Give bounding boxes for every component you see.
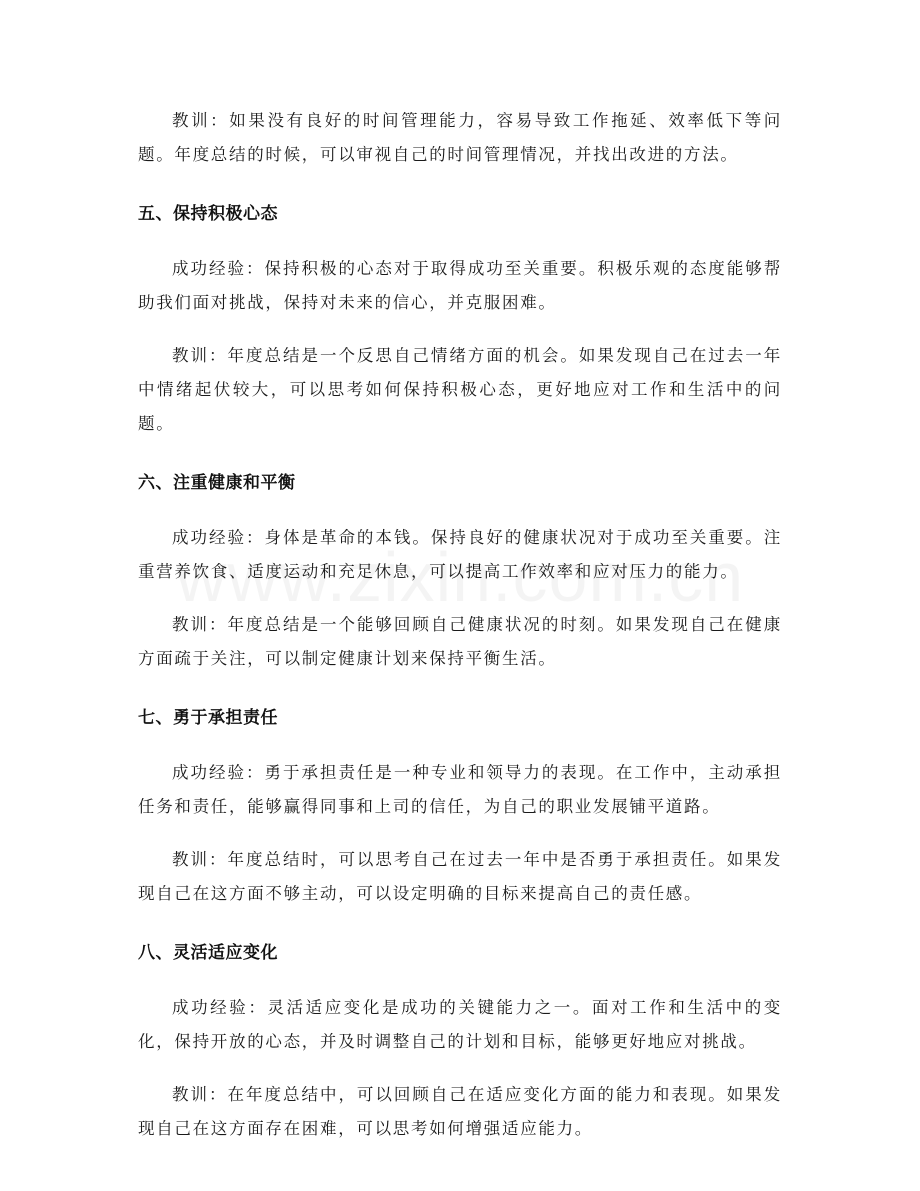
success-paragraph: 成功经验：灵活适应变化是成功的关键能力之一。面对工作和生活中的变化，保持开放的心态，并及时调整自己的计划和目标，能够更好地应对挑战。 xyxy=(138,998,782,1051)
success-paragraph: 成功经验：保持积极的心态对于取得成功至关重要。积极乐观的态度能够帮助我们面对挑战，保持对未来的信心，并克服困难。 xyxy=(138,259,782,312)
lesson-paragraph: 教训：年度总结是一个反思自己情绪方面的机会。如果发现自己在过去一年中情绪起伏较大，可以思考如何保持积极心态，更好地应对工作和生活中的问题。 xyxy=(138,346,782,433)
lesson-paragraph: 教训：年度总结时，可以思考自己在过去一年中是否勇于承担责任。如果发现自己在这方面不够主动，可以设定明确的目标来提高自己的责任感。 xyxy=(138,850,782,903)
section-heading: 五、保持积极心态 xyxy=(138,204,278,224)
section-body xyxy=(138,756,782,911)
section-heading: 七、勇于承担责任 xyxy=(138,708,278,728)
section-positive-mindset xyxy=(138,197,782,441)
success-paragraph: 成功经验：身体是革命的本钱。保持良好的健康状况对于成功至关重要。注重营养饮食、适度运动和充足休息，可以提高工作效率和应对压力的能力。 xyxy=(138,528,782,581)
section-body xyxy=(138,252,782,441)
section-body xyxy=(138,521,782,676)
section-adapt-change xyxy=(138,936,782,1146)
section-heading: 六、注重健康和平衡 xyxy=(138,473,296,493)
section-heading: 八、灵活适应变化 xyxy=(138,943,278,963)
success-paragraph: 成功经验：勇于承担责任是一种专业和领导力的表现。在工作中，主动承担任务和责任，能够赢得同事和上司的信任，为自己的职业发展铺平道路。 xyxy=(138,763,782,816)
section-take-responsibility xyxy=(138,701,782,911)
section-health-balance xyxy=(138,466,782,676)
section-body xyxy=(138,991,782,1146)
intro-paragraph: 教训：如果没有良好的时间管理能力，容易导致工作拖延、效率低下等问题。年度总结的时候，可以审视自己的时间管理情况，并找出改进的方法。 xyxy=(138,111,782,164)
lesson-paragraph: 教训：年度总结是一个能够回顾自己健康状况的时刻。如果发现自己在健康方面疏于关注，可以制定健康计划来保持平衡生活。 xyxy=(138,615,782,668)
lesson-paragraph: 教训：在年度总结中，可以回顾自己在适应变化方面的能力和表现。如果发现自己在这方面存在困难，可以思考如何增强适应能力。 xyxy=(138,1085,782,1138)
